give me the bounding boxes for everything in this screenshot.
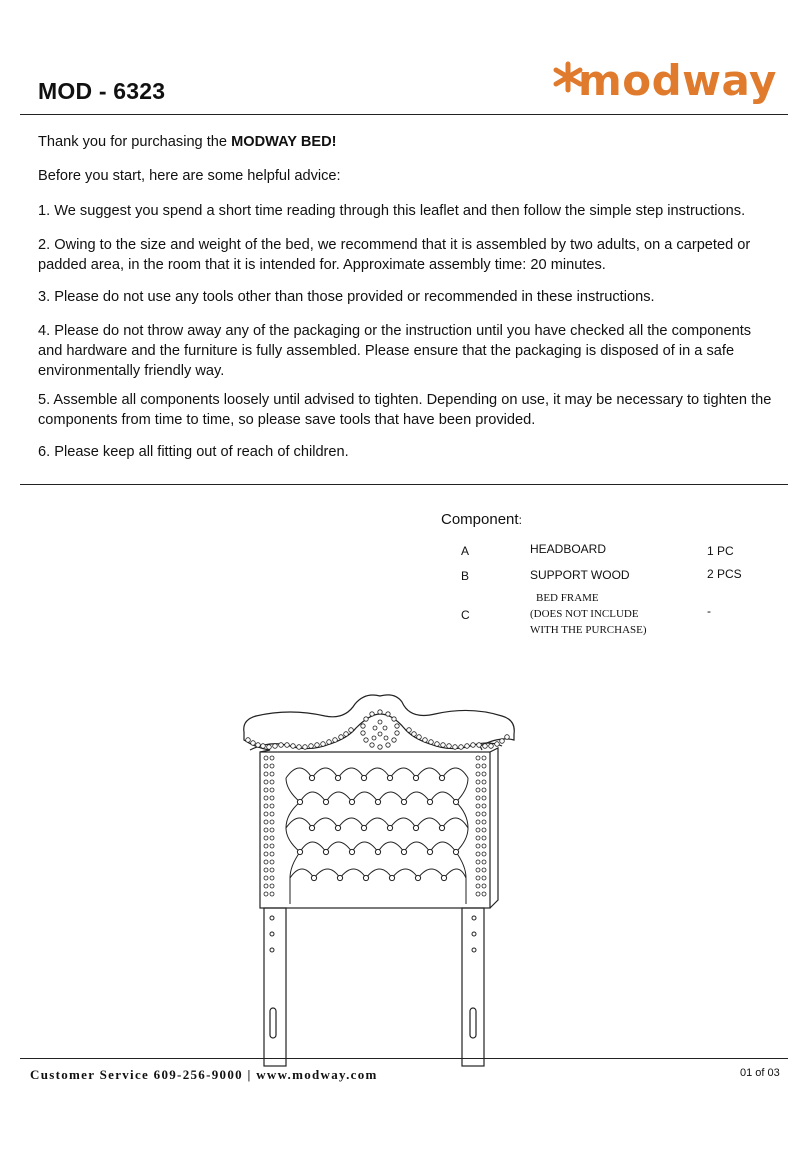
tip-2: 2. Owing to the size and weight of the bed, we recommend that it is assembled by two adults, on a carpeted or padded area, in the room that it is intended for. Approximate assembly time: 20 minutes. <box>38 237 751 273</box>
component-c-name: BED FRAME (DOES NOT INCLUDE WITH THE PURCHASE) <box>530 592 647 636</box>
headboard-illustration <box>230 690 530 1075</box>
component-b-letter: B <box>461 569 470 583</box>
component-a-name: HEADBOARD <box>530 542 607 556</box>
thanks-product: MODWAY BED! <box>231 134 337 150</box>
customer-service-line: Customer Service 609-256-9000 | www.modway.com <box>30 1067 378 1082</box>
component-a-letter: A <box>461 544 470 558</box>
component-b-name: SUPPORT WOOD <box>530 568 630 582</box>
thanks-prefix: Thank you for purchasing the <box>38 134 228 150</box>
customer-service-phone: Customer Service 609-256-9000 <box>30 1067 243 1082</box>
tip-4: 4. Please do not throw away any of the packaging or the instruction until you have checked all the components and hardware and the furniture is fully assembled. Please ensure that the packaging is disposed of in a safe environmentally friendly way. <box>38 323 752 379</box>
tip-1: 1. We suggest you spend a short time reading through this leaflet and then follow the simple step instructions. <box>38 203 746 219</box>
thanks-line <box>38 132 778 152</box>
page-number: 01 of 03 <box>740 1067 780 1079</box>
tip-6: 6. Please keep all fitting out of reach of children. <box>38 444 349 460</box>
component-c-qty: - <box>707 604 711 618</box>
tip-3: 3. Please do not use any tools other than those provided or recommended in these instructions. <box>38 289 655 305</box>
tip-5: 5. Assemble all components loosely until advised to tighten. Depending on use, it may be necessary to tighten the components from time to time, so please save tools that have been provided. <box>38 392 772 428</box>
website-link[interactable]: www.modway.com <box>256 1067 378 1082</box>
document-title: MOD - 6323 <box>38 78 166 104</box>
component-title: Component: <box>441 511 522 528</box>
advice-lead: Before you start, here are some helpful advice: <box>38 168 341 184</box>
logo-text: modway <box>578 56 777 105</box>
component-b-qty: 2 PCS <box>707 567 742 581</box>
footer-divider <box>20 1058 788 1059</box>
component-c-letter: C <box>461 608 470 622</box>
component-a-qty: 1 PC <box>707 544 734 558</box>
section-divider <box>20 484 788 485</box>
modway-logo <box>548 54 777 114</box>
header-divider <box>20 114 788 115</box>
